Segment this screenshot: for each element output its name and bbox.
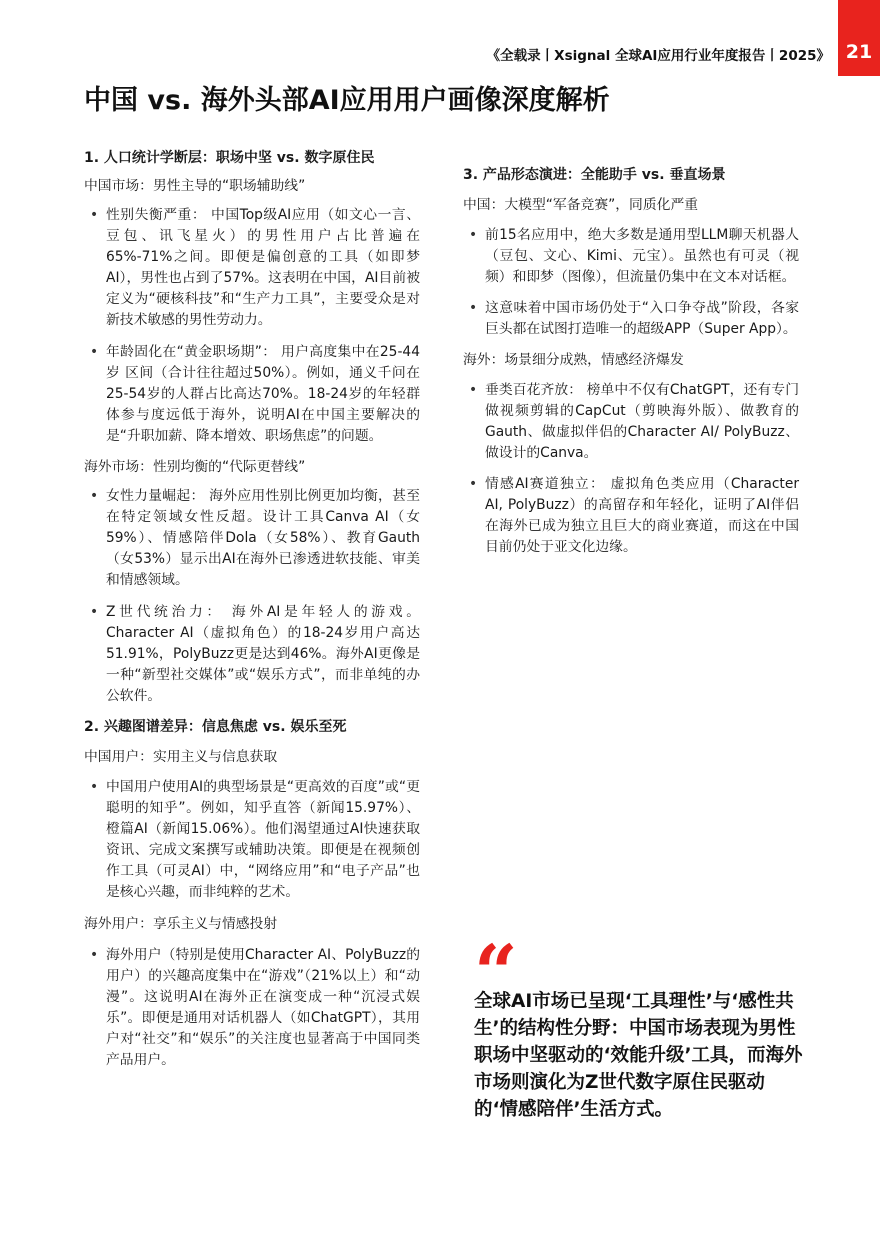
right-column: [463, 165, 799, 558]
bullet-list: [463, 225, 799, 340]
subheading: 海外：场景细分成熟，情感经济爆发: [463, 352, 684, 368]
list-item: • 这意味着中国市场仍处于“入口争夺战”阶段，各家巨头都在试图打造唯一的超级APP（Super App）。: [463, 298, 799, 340]
list-item: • 年龄固化在“黄金职场期”： 用户高度集中在25-44岁 区间（合计往往超过50%）。例如，通义千问在25-54岁的人群占比高达70%。18-24岁的年轻群体参与度远低于海外，说明AI在中国主要解决的是“升职加薪、降本增效、职场焦虑”的问题。: [84, 342, 420, 447]
page-number: 21: [838, 0, 880, 76]
page-title: 中国 vs. 海外头部AI应用用户画像深度解析: [84, 85, 610, 116]
list-item: • 中国用户使用AI的典型场景是“更高效的百度”或“更聪明的知乎”。例如，知乎直答（新闻15.97%）、橙篇AI（新闻15.06%）。他们渴望通过AI快速获取资讯、完成文案撰写或辅助决策。即便是在视频创作工具（可灵AI）中，“网络应用”和“电子产品”也是核心兴趣，而非纯粹的艺术。: [84, 777, 420, 903]
list-item: • 性别失衡严重： 中国Top级AI应用（如文心一言、豆包、讯飞星火）的男性用户占比普遍在65%-71%之间。即便是偏创意的工具（如即梦AI），男性也占到了57%。这表明在中国，AI目前被定义为“硬核科技”和“生产力工具”，主要受众是对新技术敏感的男性劳动力。: [84, 205, 420, 331]
list-item: • 情感AI赛道独立： 虚拟角色类应用（Character AI, PolyBuzz）的高留存和年轻化，证明了AI伴侣在海外已成为独立且巨大的商业赛道，而这在中国目前仍处于亚文化边缘。: [463, 474, 799, 558]
bullet-list: [84, 945, 420, 1071]
section-heading: 2. 兴趣图谱差异：信息焦虑 vs. 娱乐至死: [84, 719, 347, 735]
quote-mark-icon: “: [474, 928, 518, 1017]
list-item: • 垂类百花齐放： 榜单中不仅有ChatGPT，还有专门做视频剪辑的CapCut（剪映海外版）、做教育的Gauth、做虚拟伴侣的Character AI/ PolyBuzz、做设计的Canva。: [463, 380, 799, 464]
list-item: • 女性力量崛起： 海外应用性别比例更加均衡，甚至在特定领域女性反超。设计工具Canva AI（女59%）、情感陪伴Dola（女58%）、教育Gauth（女53%）显示出AI在海外已渗透进软技能、审美和情感领域。: [84, 486, 420, 591]
bullet-list: [84, 777, 420, 903]
list-item: • 前15名应用中，绝大多数是通用型LLM聊天机器人（豆包、文心、Kimi、元宝）。虽然也有可灵（视频）和即梦（图像），但流量仍集中在文本对话框。: [463, 225, 799, 288]
left-column: [84, 148, 420, 1071]
pull-quote: 全球AI市场已呈现‘工具理性’与‘感性共生’的结构性分野：中国市场表现为男性职场中坚驱动的‘效能升级’工具，而海外市场则演化为Z世代数字原住民驱动的‘情感陪伴’生活方式。: [474, 991, 803, 1120]
section-heading: 1. 人口统计学断层：职场中坚 vs. 数字原住民: [84, 150, 375, 166]
bullet-list: [463, 380, 799, 558]
subheading: 海外用户：享乐主义与情感投射: [84, 916, 278, 932]
subheading: 海外市场：性别均衡的“代际更替线”: [84, 459, 306, 475]
subheading: 中国用户：实用主义与信息获取: [84, 749, 278, 765]
list-item: • 海外用户（特别是使用Character AI、PolyBuzz的用户）的兴趣高度集中在“游戏”（21%以上）和“动漫”。这说明AI在海外正在演变成一种“沉浸式娱乐”。即便是通用对话机器人（如ChatGPT），其用户对“社交”和“娱乐”的关注度也显著高于中国同类产品用户。: [84, 945, 420, 1071]
section-heading: 3. 产品形态演进：全能助手 vs. 垂直场景: [463, 167, 726, 183]
list-item: • Z世代统治力： 海外AI是年轻人的游戏。Character AI（虚拟角色）的18-24岁用户高达51.91%，PolyBuzz更是达到46%。海外AI更像是一种“新型社交媒体”或“娱乐方式”，而非单纯的办公软件。: [84, 602, 420, 707]
subheading: 中国：大模型“军备竞赛”，同质化严重: [463, 197, 699, 213]
subheading: 中国市场：男性主导的“职场辅助线”: [84, 178, 306, 194]
running-head: 《全载录丨Xsignal 全球AI应用行业年度报告丨2025》: [486, 48, 830, 64]
bullet-list: [84, 486, 420, 707]
bullet-list: [84, 205, 420, 447]
